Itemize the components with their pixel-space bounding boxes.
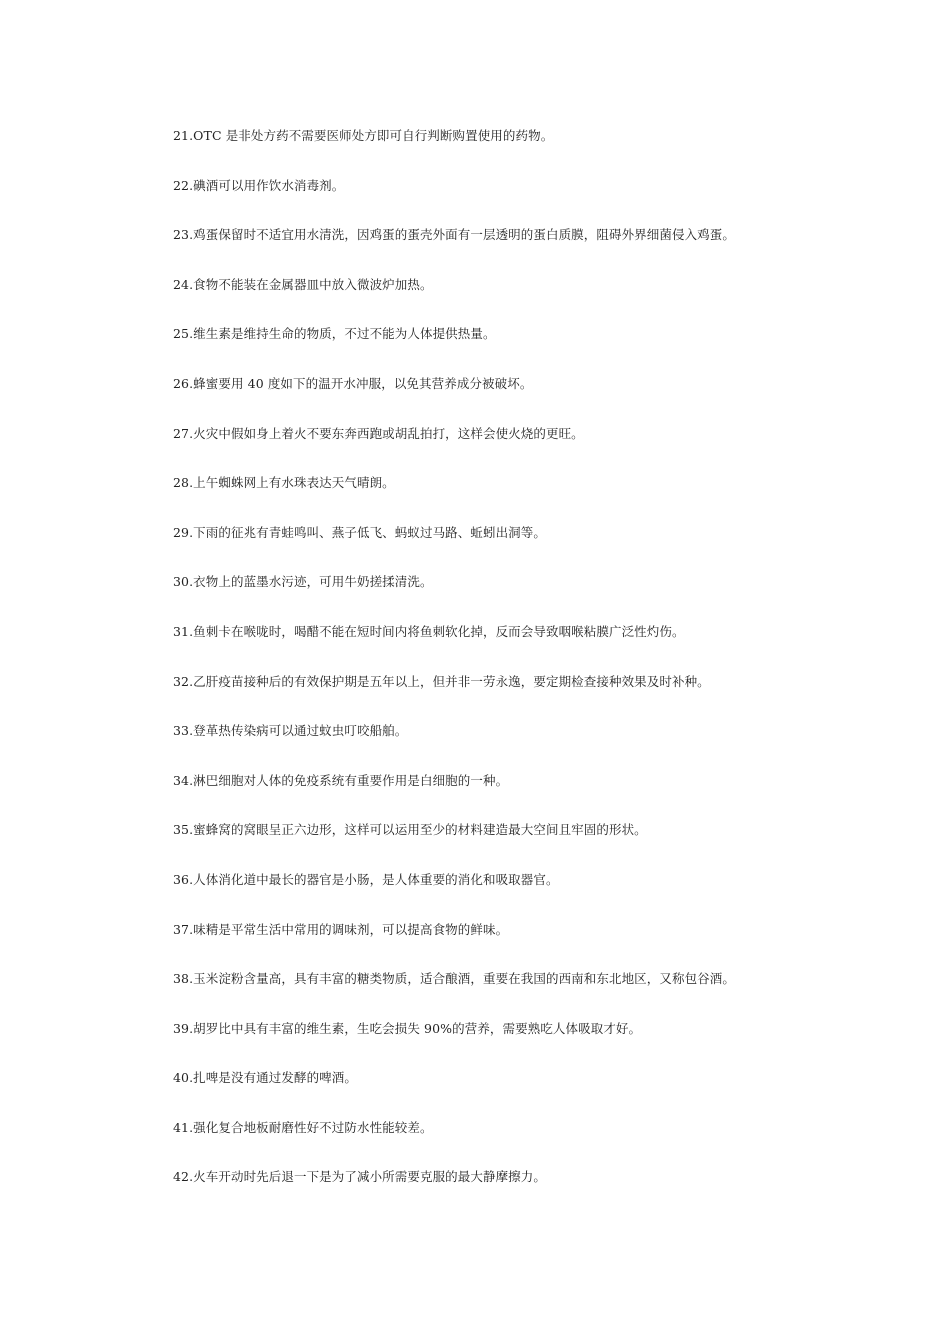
list-item: 24.食物不能装在金属器皿中放入微波炉加热。 xyxy=(173,276,433,292)
list-item: 31.鱼刺卡在喉咙时，喝醋不能在短时间内将鱼刺软化掉，反而会导致咽喉粘膜广泛性灼伤。 xyxy=(173,623,685,639)
list-item: 30.衣物上的蓝墨水污迹，可用牛奶搓揉清洗。 xyxy=(173,574,433,590)
list-item: 34.淋巴细胞对人体的免疫系统有重要作用是白细胞的一种。 xyxy=(173,772,509,788)
document-body xyxy=(173,126,853,1217)
list-item: 25.维生素是维持生命的物质，不过不能为人体提供热量。 xyxy=(173,326,496,342)
list-item: 26.蜂蜜要用 40 度如下的温开水冲服，以免其营养成分被破坏。 xyxy=(173,375,533,391)
list-item: 36.人体消化道中最长的器官是小肠，是人体重要的消化和吸取器官。 xyxy=(173,871,559,887)
list-item: 27.火灾中假如身上着火不要东奔西跑或胡乱拍打，这样会使火烧的更旺。 xyxy=(173,425,584,441)
list-item: 22.碘酒可以用作饮水消毒剂。 xyxy=(173,177,345,193)
list-item: 29.下雨的征兆有青蛙鸣叫、燕子低飞、蚂蚁过马路、蚯蚓出洞等。 xyxy=(173,524,546,540)
list-item: 41.强化复合地板耐磨性好不过防水性能较差。 xyxy=(173,1119,433,1135)
list-item: 39.胡罗比中具有丰富的维生素，生吃会损失 90%的营养，需要熟吃人体吸取才好。 xyxy=(173,1020,642,1036)
list-item: 32.乙肝疫苗接种后的有效保护期是五年以上，但并非一劳永逸，要定期检查接种效果及时补种。 xyxy=(173,673,710,689)
list-item: 40.扎啤是没有通过发酵的啤酒。 xyxy=(173,1070,357,1086)
list-item: 23.鸡蛋保留时不适宜用水清洗，因鸡蛋的蛋壳外面有一层透明的蛋白质膜，阻碍外界细菌侵入鸡蛋。 xyxy=(173,227,735,243)
list-item: 28.上午蜘蛛网上有水珠表达天气晴朗。 xyxy=(173,475,395,491)
list-item: 35.蜜蜂窝的窝眼呈正六边形，这样可以运用至少的材料建造最大空间且牢固的形状。 xyxy=(173,822,647,838)
list-item: 33.登革热传染病可以通过蚊虫叮咬船舶。 xyxy=(173,723,408,739)
list-item: 21.OTC 是非处方药不需要医师处方即可自行判断购置使用的药物。 xyxy=(173,128,554,143)
list-item: 37.味精是平常生活中常用的调味剂，可以提高食物的鲜味。 xyxy=(173,921,509,937)
list-item: 38.玉米淀粉含量高，具有丰富的糖类物质，适合酿酒，重要在我国的西南和东北地区，又称包谷酒。 xyxy=(173,971,735,987)
list-item: 42.火车开动时先后退一下是为了减小所需要克服的最大静摩擦力。 xyxy=(173,1169,546,1185)
